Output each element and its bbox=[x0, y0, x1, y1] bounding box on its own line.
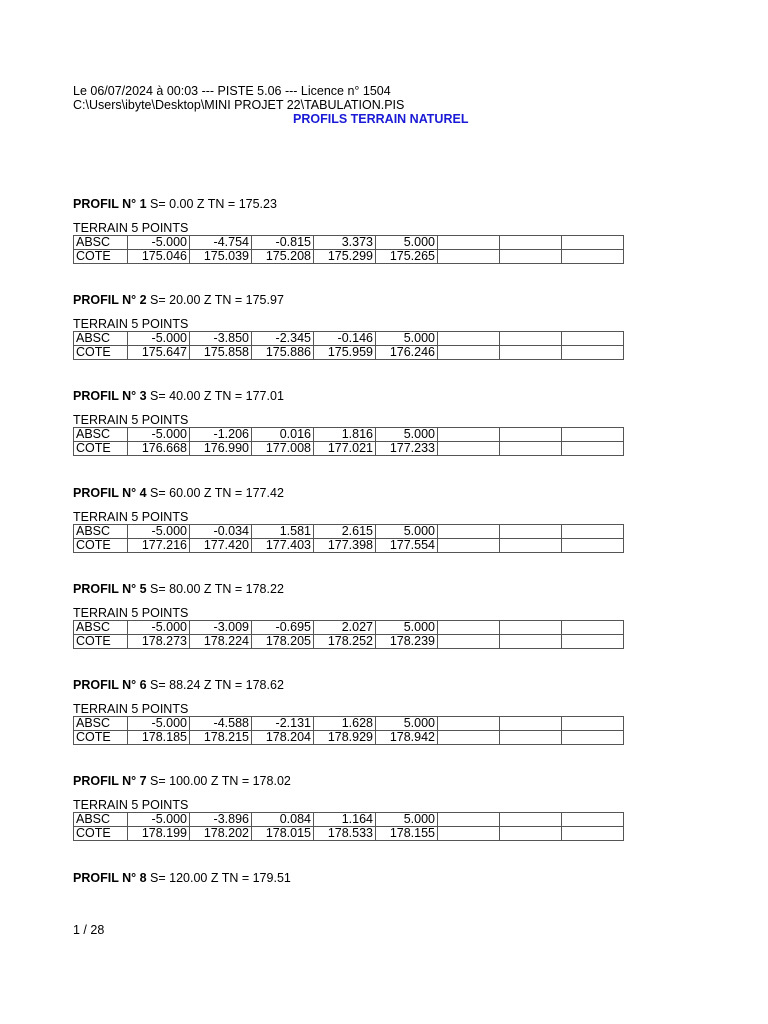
cote-cell: 178.185 bbox=[128, 731, 190, 745]
profile-label: PROFIL N° 3 bbox=[73, 389, 147, 403]
profile-label: PROFIL N° 8 bbox=[73, 871, 147, 885]
empty-cell bbox=[562, 621, 624, 635]
empty-cell bbox=[438, 236, 500, 250]
row-label: ABSC bbox=[74, 236, 128, 250]
absc-cell: -4.754 bbox=[190, 236, 252, 250]
profile-heading bbox=[73, 582, 284, 596]
absc-cell: 1.581 bbox=[252, 525, 314, 539]
profile-label: PROFIL N° 2 bbox=[73, 293, 147, 307]
absc-cell: 0.016 bbox=[252, 428, 314, 442]
terrain-table bbox=[73, 812, 624, 841]
empty-cell bbox=[562, 442, 624, 456]
cote-cell: 178.252 bbox=[314, 635, 376, 649]
absc-cell: 1.164 bbox=[314, 813, 376, 827]
empty-cell bbox=[438, 332, 500, 346]
cote-cell: 177.398 bbox=[314, 539, 376, 553]
absc-cell: -3.009 bbox=[190, 621, 252, 635]
cote-cell: 178.239 bbox=[376, 635, 438, 649]
empty-cell bbox=[438, 442, 500, 456]
absc-row bbox=[74, 236, 624, 250]
cote-row bbox=[74, 827, 624, 841]
cote-row bbox=[74, 442, 624, 456]
absc-row bbox=[74, 332, 624, 346]
cote-cell: 177.008 bbox=[252, 442, 314, 456]
empty-cell bbox=[500, 813, 562, 827]
profile-heading bbox=[73, 774, 291, 788]
profile-heading bbox=[73, 678, 284, 692]
empty-cell bbox=[500, 621, 562, 635]
cote-cell: 175.046 bbox=[128, 250, 190, 264]
cote-cell: 178.215 bbox=[190, 731, 252, 745]
absc-cell: 3.373 bbox=[314, 236, 376, 250]
empty-cell bbox=[562, 827, 624, 841]
empty-cell bbox=[438, 731, 500, 745]
absc-cell: 5.000 bbox=[376, 428, 438, 442]
row-label: COTE bbox=[74, 731, 128, 745]
empty-cell bbox=[500, 442, 562, 456]
cote-cell: 178.199 bbox=[128, 827, 190, 841]
absc-cell: 0.084 bbox=[252, 813, 314, 827]
absc-cell: -3.850 bbox=[190, 332, 252, 346]
empty-cell bbox=[562, 525, 624, 539]
absc-row bbox=[74, 525, 624, 539]
cote-cell: 177.420 bbox=[190, 539, 252, 553]
terrain-table bbox=[73, 427, 624, 456]
cote-cell: 175.299 bbox=[314, 250, 376, 264]
absc-cell: -5.000 bbox=[128, 525, 190, 539]
profile-info: S= 88.24 Z TN = 178.62 bbox=[146, 678, 284, 692]
cote-cell: 178.015 bbox=[252, 827, 314, 841]
empty-cell bbox=[438, 717, 500, 731]
profile-info: S= 80.00 Z TN = 178.22 bbox=[146, 582, 284, 596]
profile-label: PROFIL N° 1 bbox=[73, 197, 147, 211]
profile-info: S= 120.00 Z TN = 179.51 bbox=[146, 871, 291, 885]
terrain-table bbox=[73, 235, 624, 264]
row-label: COTE bbox=[74, 539, 128, 553]
empty-cell bbox=[500, 717, 562, 731]
cote-row bbox=[74, 731, 624, 745]
absc-cell: 2.027 bbox=[314, 621, 376, 635]
cote-row bbox=[74, 635, 624, 649]
absc-row bbox=[74, 621, 624, 635]
empty-cell bbox=[500, 827, 562, 841]
profile-info: S= 60.00 Z TN = 177.42 bbox=[146, 486, 284, 500]
profile-heading bbox=[73, 486, 284, 500]
cote-cell: 178.533 bbox=[314, 827, 376, 841]
cote-cell: 175.858 bbox=[190, 346, 252, 360]
terrain-label: TERRAIN 5 POINTS bbox=[73, 317, 189, 331]
empty-cell bbox=[438, 525, 500, 539]
cote-cell: 176.668 bbox=[128, 442, 190, 456]
cote-cell: 177.233 bbox=[376, 442, 438, 456]
empty-cell bbox=[438, 539, 500, 553]
profile-heading bbox=[73, 389, 284, 403]
profile-label: PROFIL N° 5 bbox=[73, 582, 147, 596]
cote-cell: 175.647 bbox=[128, 346, 190, 360]
absc-cell: -5.000 bbox=[128, 621, 190, 635]
cote-cell: 177.216 bbox=[128, 539, 190, 553]
cote-cell: 178.929 bbox=[314, 731, 376, 745]
row-label: COTE bbox=[74, 635, 128, 649]
cote-cell: 176.990 bbox=[190, 442, 252, 456]
row-label: ABSC bbox=[74, 428, 128, 442]
absc-cell: -5.000 bbox=[128, 332, 190, 346]
terrain-table bbox=[73, 331, 624, 360]
absc-row bbox=[74, 717, 624, 731]
cote-cell: 178.202 bbox=[190, 827, 252, 841]
cote-cell: 177.554 bbox=[376, 539, 438, 553]
absc-cell: -4.588 bbox=[190, 717, 252, 731]
absc-cell: -0.815 bbox=[252, 236, 314, 250]
terrain-table bbox=[73, 716, 624, 745]
cote-cell: 175.959 bbox=[314, 346, 376, 360]
cote-row bbox=[74, 539, 624, 553]
page-title: PROFILS TERRAIN NATUREL bbox=[293, 112, 469, 126]
empty-cell bbox=[500, 428, 562, 442]
absc-cell: -0.695 bbox=[252, 621, 314, 635]
empty-cell bbox=[562, 635, 624, 649]
empty-cell bbox=[500, 635, 562, 649]
empty-cell bbox=[500, 332, 562, 346]
absc-cell: -0.034 bbox=[190, 525, 252, 539]
header-line-1: Le 06/07/2024 à 00:03 --- PISTE 5.06 --- Licence n° 1504 bbox=[73, 84, 391, 98]
row-label: ABSC bbox=[74, 717, 128, 731]
empty-cell bbox=[438, 635, 500, 649]
empty-cell bbox=[500, 236, 562, 250]
terrain-label: TERRAIN 5 POINTS bbox=[73, 606, 189, 620]
empty-cell bbox=[562, 731, 624, 745]
cote-cell: 178.224 bbox=[190, 635, 252, 649]
cote-row bbox=[74, 346, 624, 360]
terrain-label: TERRAIN 5 POINTS bbox=[73, 798, 189, 812]
profile-info: S= 0.00 Z TN = 175.23 bbox=[146, 197, 277, 211]
header-file-path: C:\Users\ibyte\Desktop\MINI PROJET 22\TABULATION.PIS bbox=[73, 98, 405, 112]
absc-cell: 5.000 bbox=[376, 621, 438, 635]
empty-cell bbox=[500, 525, 562, 539]
cote-cell: 178.204 bbox=[252, 731, 314, 745]
cote-cell: 175.886 bbox=[252, 346, 314, 360]
profile-heading bbox=[73, 197, 277, 211]
empty-cell bbox=[562, 236, 624, 250]
profile-info: S= 20.00 Z TN = 175.97 bbox=[146, 293, 284, 307]
empty-cell bbox=[500, 731, 562, 745]
terrain-table bbox=[73, 620, 624, 649]
empty-cell bbox=[438, 827, 500, 841]
terrain-label: TERRAIN 5 POINTS bbox=[73, 221, 189, 235]
empty-cell bbox=[500, 250, 562, 264]
cote-row bbox=[74, 250, 624, 264]
profile-label: PROFIL N° 7 bbox=[73, 774, 147, 788]
cote-cell: 176.246 bbox=[376, 346, 438, 360]
cote-cell: 175.265 bbox=[376, 250, 438, 264]
cote-cell: 178.942 bbox=[376, 731, 438, 745]
empty-cell bbox=[438, 250, 500, 264]
empty-cell bbox=[562, 717, 624, 731]
profile-info: S= 100.00 Z TN = 178.02 bbox=[146, 774, 291, 788]
terrain-label: TERRAIN 5 POINTS bbox=[73, 413, 189, 427]
absc-cell: -5.000 bbox=[128, 236, 190, 250]
absc-cell: 1.816 bbox=[314, 428, 376, 442]
absc-cell: 2.615 bbox=[314, 525, 376, 539]
page-number: 1 / 28 bbox=[73, 923, 105, 937]
empty-cell bbox=[562, 813, 624, 827]
empty-cell bbox=[438, 813, 500, 827]
terrain-table bbox=[73, 524, 624, 553]
empty-cell bbox=[562, 346, 624, 360]
absc-cell: 5.000 bbox=[376, 813, 438, 827]
absc-cell: -1.206 bbox=[190, 428, 252, 442]
empty-cell bbox=[562, 428, 624, 442]
row-label: ABSC bbox=[74, 525, 128, 539]
absc-cell: -5.000 bbox=[128, 813, 190, 827]
empty-cell bbox=[438, 346, 500, 360]
absc-cell: -2.345 bbox=[252, 332, 314, 346]
profile-heading bbox=[73, 293, 284, 307]
absc-cell: 5.000 bbox=[376, 717, 438, 731]
absc-row bbox=[74, 813, 624, 827]
empty-cell bbox=[562, 250, 624, 264]
row-label: ABSC bbox=[74, 332, 128, 346]
absc-cell: -0.146 bbox=[314, 332, 376, 346]
terrain-label: TERRAIN 5 POINTS bbox=[73, 510, 189, 524]
cote-cell: 177.403 bbox=[252, 539, 314, 553]
empty-cell bbox=[438, 621, 500, 635]
cote-cell: 175.039 bbox=[190, 250, 252, 264]
profile-info: S= 40.00 Z TN = 177.01 bbox=[146, 389, 284, 403]
row-label: ABSC bbox=[74, 621, 128, 635]
cote-cell: 177.021 bbox=[314, 442, 376, 456]
row-label: COTE bbox=[74, 250, 128, 264]
absc-cell: 5.000 bbox=[376, 332, 438, 346]
row-label: COTE bbox=[74, 442, 128, 456]
terrain-label: TERRAIN 5 POINTS bbox=[73, 702, 189, 716]
absc-cell: 5.000 bbox=[376, 525, 438, 539]
empty-cell bbox=[562, 539, 624, 553]
row-label: COTE bbox=[74, 346, 128, 360]
cote-cell: 178.205 bbox=[252, 635, 314, 649]
empty-cell bbox=[562, 332, 624, 346]
row-label: COTE bbox=[74, 827, 128, 841]
profile-heading bbox=[73, 871, 291, 885]
cote-cell: 178.273 bbox=[128, 635, 190, 649]
absc-cell: -5.000 bbox=[128, 428, 190, 442]
absc-cell: -3.896 bbox=[190, 813, 252, 827]
absc-cell: -2.131 bbox=[252, 717, 314, 731]
cote-cell: 175.208 bbox=[252, 250, 314, 264]
empty-cell bbox=[500, 346, 562, 360]
empty-cell bbox=[438, 428, 500, 442]
absc-cell: 5.000 bbox=[376, 236, 438, 250]
absc-row bbox=[74, 428, 624, 442]
absc-cell: -5.000 bbox=[128, 717, 190, 731]
profile-label: PROFIL N° 6 bbox=[73, 678, 147, 692]
empty-cell bbox=[500, 539, 562, 553]
absc-cell: 1.628 bbox=[314, 717, 376, 731]
row-label: ABSC bbox=[74, 813, 128, 827]
profile-label: PROFIL N° 4 bbox=[73, 486, 147, 500]
cote-cell: 178.155 bbox=[376, 827, 438, 841]
